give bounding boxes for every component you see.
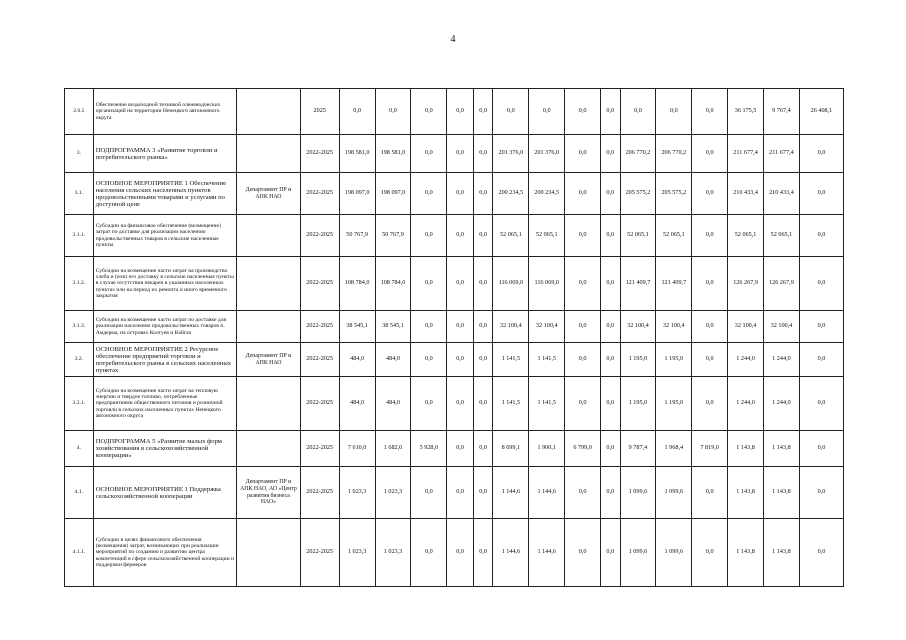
row-value: 0,0 (692, 173, 728, 215)
row-period: 2022-2025 (300, 311, 339, 343)
row-value: 6 799,0 (565, 431, 601, 467)
row-value: 201 376,0 (493, 135, 529, 173)
row-value: 0,0 (565, 519, 601, 587)
row-value: 32 100,4 (620, 311, 656, 343)
row-period: 2022-2025 (300, 343, 339, 377)
row-value: 0,0 (447, 519, 474, 587)
row-value: 52 065,1 (728, 215, 764, 257)
row-value: 7 610,0 (339, 431, 375, 467)
row-value: 0,0 (411, 519, 447, 587)
row-value: 1 968,4 (656, 431, 692, 467)
table-row (65, 135, 844, 173)
row-value: 8 699,1 (493, 431, 529, 467)
row-value: 198 581,0 (375, 135, 411, 173)
row-code: 4. (65, 431, 94, 467)
row-value: 26 408,1 (799, 89, 843, 135)
row-department (237, 215, 301, 257)
row-value: 0,0 (447, 311, 474, 343)
row-value: 0,0 (411, 215, 447, 257)
row-period: 2022-2025 (300, 519, 339, 587)
row-value: 108 784,0 (375, 257, 411, 311)
row-value: 1 023,3 (339, 519, 375, 587)
row-value: 0,0 (447, 215, 474, 257)
row-value: 0,0 (411, 173, 447, 215)
row-value: 1 244,0 (728, 343, 764, 377)
row-value: 52 065,1 (764, 215, 800, 257)
row-value: 0,0 (411, 89, 447, 135)
row-value: 121 409,7 (656, 257, 692, 311)
budget-table (64, 88, 844, 587)
row-value: 1 195,0 (620, 343, 656, 377)
row-value: 36 175,5 (728, 89, 764, 135)
row-value: 198 097,0 (339, 173, 375, 215)
row-value: 32 100,4 (728, 311, 764, 343)
row-value: 52 065,1 (620, 215, 656, 257)
row-period: 2025 (300, 89, 339, 135)
row-value: 0,0 (565, 173, 601, 215)
row-value: 1 141,5 (529, 343, 565, 377)
row-value: 0,0 (447, 257, 474, 311)
row-value: 0,0 (447, 377, 474, 431)
row-value: 0,0 (339, 89, 375, 135)
row-value: 1 900,1 (529, 431, 565, 467)
row-value: 0,0 (601, 89, 620, 135)
row-value: 0,0 (473, 89, 492, 135)
row-value: 0,0 (411, 257, 447, 311)
row-code: 3. (65, 135, 94, 173)
row-value: 0,0 (601, 377, 620, 431)
row-name: Субсидии на возмещение части затрат на тепловую энергию и твердое топливо, потребленные предприятиями общественного питания и розничной торговли в сельских населенных пунктах Ненецкого автономного округа (93, 377, 237, 431)
row-department (237, 257, 301, 311)
row-name: ОСНОВНОЕ МЕРОПРИЯТИЕ 1 Обеспечение населения сельских населенных пунктов продовольственными товарами и услугами по доступной цене (93, 173, 237, 215)
row-value: 0,0 (473, 135, 492, 173)
row-department (237, 519, 301, 587)
row-period: 2022-2025 (300, 173, 339, 215)
row-value: 1 143,8 (764, 467, 800, 519)
table-row (65, 519, 844, 587)
row-department: Департамент ПР и АПК НАО (237, 173, 301, 215)
row-value: 211 677,4 (728, 135, 764, 173)
row-name: ПОДПРОГРАММА 3 «Развитие торговли и потребительского рынка» (93, 135, 237, 173)
row-value: 198 581,0 (339, 135, 375, 173)
row-value: 0,0 (529, 89, 565, 135)
row-value: 1 144,6 (493, 519, 529, 587)
row-value: 0,0 (473, 377, 492, 431)
row-department (237, 377, 301, 431)
row-value: 0,0 (411, 467, 447, 519)
row-value: 484,0 (375, 343, 411, 377)
row-value: 0,0 (411, 311, 447, 343)
row-department: Департамент ПР и АПК НАО (237, 343, 301, 377)
row-value: 1 682,0 (375, 431, 411, 467)
row-value: 1 099,6 (620, 519, 656, 587)
row-code: 3.2. (65, 343, 94, 377)
row-value: 0,0 (411, 135, 447, 173)
row-value: 0,0 (447, 173, 474, 215)
row-value: 198 097,0 (375, 173, 411, 215)
row-value: 1 141,5 (529, 377, 565, 431)
row-value: 0,0 (473, 173, 492, 215)
row-value: 0,0 (692, 343, 728, 377)
row-value: 0,0 (799, 311, 843, 343)
row-value: 1 143,8 (764, 519, 800, 587)
row-name: ПОДПРОГРАММА 5 «Развитие малых форм хозяйствования в сельскохозяйственной кооперации» (93, 431, 237, 467)
table-row (65, 173, 844, 215)
row-value: 211 677,4 (764, 135, 800, 173)
table-body (65, 89, 844, 587)
row-value: 484,0 (339, 343, 375, 377)
row-value: 1 144,6 (529, 467, 565, 519)
row-value: 38 545,1 (339, 311, 375, 343)
row-value: 206 770,2 (656, 135, 692, 173)
row-value: 0,0 (447, 467, 474, 519)
row-value: 50 767,9 (339, 215, 375, 257)
row-value: 205 575,2 (656, 173, 692, 215)
row-value: 1 244,0 (764, 377, 800, 431)
row-value: 0,0 (601, 215, 620, 257)
row-value: 1 143,8 (728, 431, 764, 467)
row-period: 2022-2025 (300, 467, 339, 519)
row-value: 1 023,3 (339, 467, 375, 519)
row-value: 0,0 (601, 343, 620, 377)
row-code: 3.1.2. (65, 257, 94, 311)
row-name: ОСНОВНОЕ МЕРОПРИЯТИЕ 1 Поддержка сельскохозяйственной кооперации (93, 467, 237, 519)
row-code: 3.1.3. (65, 311, 94, 343)
row-name: ОСНОВНОЕ МЕРОПРИЯТИЕ 2 Ресурсное обеспечение предприятий торговли и потребительского рынка в сельских населенных пунктах (93, 343, 237, 377)
row-value: 0,0 (692, 135, 728, 173)
row-value: 0,0 (473, 467, 492, 519)
row-value: 0,0 (473, 311, 492, 343)
row-value: 1 144,6 (529, 519, 565, 587)
row-name: Субсидии в целях финансового обеспечения (возмещения) затрат, возникающих при реализации мероприятий по созданию и развитию центра компетенций в сфере сельскохозяйственной кооперации и поддержки фермеров (93, 519, 237, 587)
row-period: 2022-2025 (300, 135, 339, 173)
row-period: 2022-2025 (300, 431, 339, 467)
row-value: 0,0 (601, 431, 620, 467)
row-value: 0,0 (799, 377, 843, 431)
row-value: 0,0 (411, 377, 447, 431)
row-value: 0,0 (601, 135, 620, 173)
row-value: 205 575,2 (620, 173, 656, 215)
row-value: 0,0 (473, 257, 492, 311)
row-value: 1 099,6 (620, 467, 656, 519)
row-code: 3.1. (65, 173, 94, 215)
table-row (65, 377, 844, 431)
row-value: 0,0 (375, 89, 411, 135)
table-row (65, 257, 844, 311)
row-value: 1 023,3 (375, 519, 411, 587)
row-value: 0,0 (473, 431, 492, 467)
row-value: 0,0 (565, 377, 601, 431)
row-period: 2022-2025 (300, 377, 339, 431)
row-department (237, 89, 301, 135)
row-value: 38 545,1 (375, 311, 411, 343)
row-department (237, 431, 301, 467)
row-value: 0,0 (799, 135, 843, 173)
row-value: 0,0 (799, 519, 843, 587)
row-value: 50 767,9 (375, 215, 411, 257)
row-value: 0,0 (692, 311, 728, 343)
row-value: 484,0 (339, 377, 375, 431)
row-department (237, 135, 301, 173)
row-period: 2022-2025 (300, 257, 339, 311)
row-value: 0,0 (692, 257, 728, 311)
row-value: 5 928,0 (411, 431, 447, 467)
row-value: 0,0 (799, 257, 843, 311)
row-value: 32 100,4 (529, 311, 565, 343)
row-value: 1 143,8 (728, 519, 764, 587)
row-value: 0,0 (447, 89, 474, 135)
row-value: 0,0 (692, 467, 728, 519)
row-value: 116 069,0 (493, 257, 529, 311)
row-value: 0,0 (565, 343, 601, 377)
row-value: 200 234,5 (493, 173, 529, 215)
row-value: 0,0 (601, 257, 620, 311)
row-name: Субсидии на возмещение части затрат на производство хлеба и (или) его доставку в сельские населенные пункты в случае отсутствия пекарен в указанных населенных пунктах или на период их ремонта и иного временного закрытия (93, 257, 237, 311)
row-value: 201 376,0 (529, 135, 565, 173)
row-value: 0,0 (473, 519, 492, 587)
row-name: Обеспечение воздеходной техникой оленеводческих организаций на территории Ненецкого автономного округа (93, 89, 237, 135)
row-value: 126 267,9 (764, 257, 800, 311)
row-value: 0,0 (565, 215, 601, 257)
row-value: 0,0 (799, 467, 843, 519)
row-value: 0,0 (620, 89, 656, 135)
row-value: 0,0 (493, 89, 529, 135)
row-value: 1 143,8 (728, 467, 764, 519)
row-department: Департамент ПР и АПК НАО, АО «Центр развития бизнеса НАО» (237, 467, 301, 519)
row-value: 108 784,0 (339, 257, 375, 311)
row-value: 1 195,0 (656, 377, 692, 431)
row-value: 0,0 (565, 311, 601, 343)
row-value: 0,0 (799, 215, 843, 257)
row-value: 32 100,4 (493, 311, 529, 343)
row-value: 0,0 (565, 89, 601, 135)
row-value: 7 819,0 (692, 431, 728, 467)
row-code: 4.1.1. (65, 519, 94, 587)
table-row (65, 431, 844, 467)
row-value: 52 065,1 (529, 215, 565, 257)
row-value: 0,0 (601, 311, 620, 343)
row-value: 0,0 (447, 431, 474, 467)
row-value: 0,0 (799, 343, 843, 377)
row-value: 0,0 (447, 343, 474, 377)
row-value: 116 069,0 (529, 257, 565, 311)
table-row (65, 311, 844, 343)
row-value: 0,0 (799, 173, 843, 215)
row-value: 206 770,2 (620, 135, 656, 173)
row-value: 0,0 (692, 215, 728, 257)
row-value: 1 099,6 (656, 519, 692, 587)
row-code: 3.2.1. (65, 377, 94, 431)
table-row (65, 89, 844, 135)
row-code: 2.6.5 (65, 89, 94, 135)
table-row (65, 215, 844, 257)
row-code: 4.1. (65, 467, 94, 519)
row-value: 484,0 (375, 377, 411, 431)
row-value: 1 141,5 (493, 343, 529, 377)
table-row (65, 467, 844, 519)
row-value: 0,0 (692, 519, 728, 587)
row-value: 0,0 (799, 431, 843, 467)
row-value: 32 100,4 (764, 311, 800, 343)
row-period: 2022-2025 (300, 215, 339, 257)
table-row (65, 343, 844, 377)
row-value: 0,0 (447, 135, 474, 173)
row-value: 0,0 (601, 173, 620, 215)
row-value: 1 141,5 (493, 377, 529, 431)
row-name: Субсидии на возмещение части затрат по доставке для реализации населению продовольственных товаров п. Амдерма, на островах Колгуев и Вайгач (93, 311, 237, 343)
row-value: 0,0 (565, 467, 601, 519)
row-value: 0,0 (411, 343, 447, 377)
row-value: 0,0 (473, 343, 492, 377)
row-value: 0,0 (601, 519, 620, 587)
row-name: Субсидии на финансовое обеспечение (возмещение) затрат по доставке для реализации населению продовольственных товаров в сельские населенные пункты (93, 215, 237, 257)
row-value: 1 244,0 (764, 343, 800, 377)
row-value: 1 143,8 (764, 431, 800, 467)
row-value: 9 767,4 (764, 89, 800, 135)
row-value: 200 234,5 (529, 173, 565, 215)
row-value: 52 065,1 (493, 215, 529, 257)
row-value: 0,0 (601, 467, 620, 519)
row-value: 9 787,4 (620, 431, 656, 467)
row-code: 3.1.1. (65, 215, 94, 257)
row-value: 1 144,6 (493, 467, 529, 519)
row-value: 1 244,0 (728, 377, 764, 431)
row-value: 32 100,4 (656, 311, 692, 343)
row-value: 52 065,1 (656, 215, 692, 257)
row-value: 1 099,6 (656, 467, 692, 519)
row-value: 121 409,7 (620, 257, 656, 311)
row-value: 210 433,4 (728, 173, 764, 215)
page-number: 4 (450, 34, 456, 45)
row-value: 210 433,4 (764, 173, 800, 215)
row-value: 0,0 (692, 377, 728, 431)
row-department (237, 311, 301, 343)
row-value: 1 195,0 (656, 343, 692, 377)
row-value: 0,0 (656, 89, 692, 135)
row-value: 0,0 (565, 135, 601, 173)
row-value: 126 267,9 (728, 257, 764, 311)
row-value: 1 195,0 (620, 377, 656, 431)
row-value: 0,0 (473, 215, 492, 257)
row-value: 0,0 (692, 89, 728, 135)
row-value: 0,0 (565, 257, 601, 311)
row-value: 1 023,3 (375, 467, 411, 519)
